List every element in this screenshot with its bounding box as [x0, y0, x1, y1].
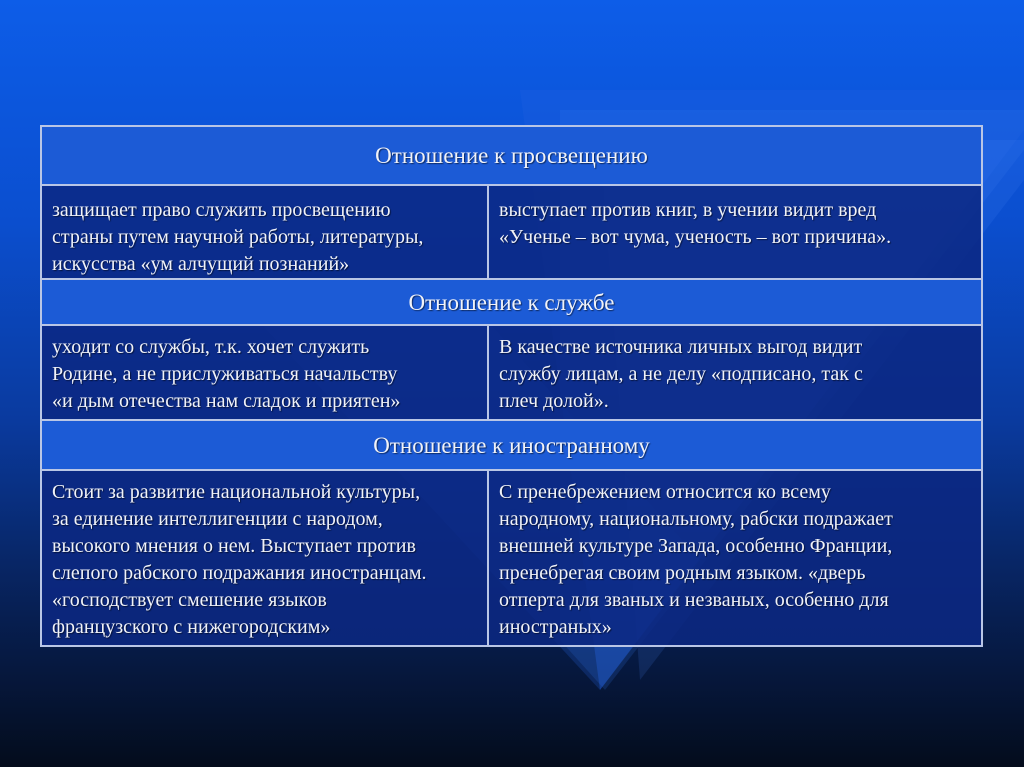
text-line: плеч долой».: [499, 390, 609, 412]
section-heading-enlightenment: Отношение к просвещению: [41, 126, 982, 185]
table-row: [41, 185, 982, 279]
section-header-row: [41, 420, 982, 470]
famusov-cell: [488, 185, 982, 279]
text-line: пренебрегая своим родным языком. «дверь: [499, 562, 866, 584]
table-row: [41, 325, 982, 420]
text-line: отперта для званых и незваных, особенно для: [499, 589, 889, 611]
text-line: страны путем научной работы, литературы,: [52, 226, 424, 248]
text-line: защищает право служить просвещению: [52, 199, 391, 221]
text-line: выступает против книг, в учении видит вред: [499, 199, 877, 221]
text-line: внешней культуре Запада, особенно Франции,: [499, 535, 893, 557]
text-line: высокого мнения о нем. Выступает против: [52, 535, 416, 557]
text-line: искусства «ум алчущий познаний»: [52, 253, 350, 275]
section-heading-foreign: Отношение к иностранному: [41, 420, 982, 470]
text-line: уходит со службы, т.к. хочет служить: [52, 336, 370, 358]
chatsky-cell: [41, 185, 488, 279]
section-header-row: [41, 279, 982, 325]
section-heading-service: Отношение к службе: [41, 279, 982, 325]
table-row: [41, 470, 982, 646]
text-line: «господствует смешение языков: [52, 589, 327, 611]
text-line: народному, национальному, рабски подражает: [499, 508, 893, 530]
text-line: слепого рабского подражания иностранцам.: [52, 562, 427, 584]
famusov-cell: [488, 470, 982, 646]
text-line: Стоит за развитие национальной культуры,: [52, 481, 421, 503]
chatsky-cell: [41, 470, 488, 646]
text-line: В качестве источника личных выгод видит: [499, 336, 863, 358]
section-header-row: [41, 126, 982, 185]
text-line: Родине, а не прислуживаться начальству: [52, 363, 398, 385]
text-line: С пренебрежением относится ко всему: [499, 481, 831, 503]
text-line: иностраных»: [499, 616, 612, 638]
comparison-table: [40, 125, 983, 647]
text-line: «Ученье – вот чума, ученость – вот причина».: [499, 226, 892, 248]
famusov-cell: [488, 325, 982, 420]
text-line: французского с нижегородским»: [52, 616, 331, 638]
text-line: за единение интеллигенции с народом,: [52, 508, 383, 530]
text-line: «и дым отечества нам сладок и приятен»: [52, 390, 401, 412]
chatsky-cell: [41, 325, 488, 420]
text-line: службу лицам, а не делу «подписано, так с: [499, 363, 863, 385]
